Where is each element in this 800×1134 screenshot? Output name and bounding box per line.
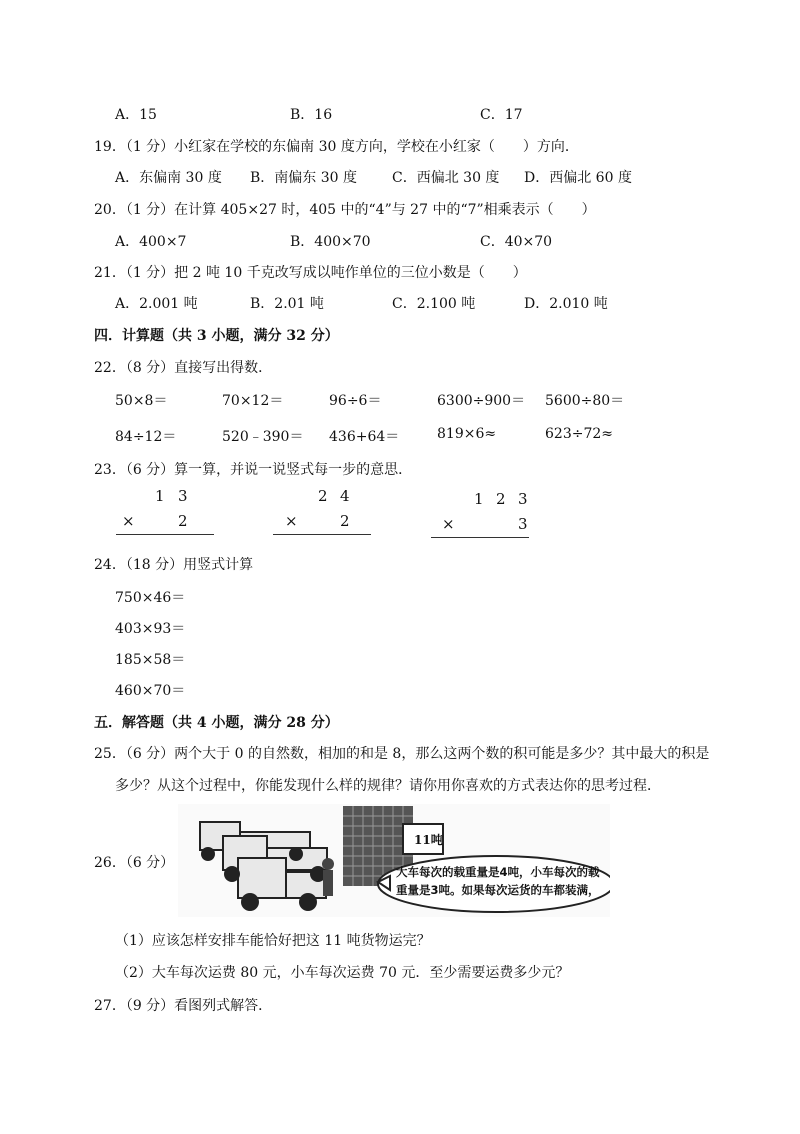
q19-option-c: C．西偏北 30 度 — [392, 170, 500, 186]
q22-item: 623÷72≈ — [545, 426, 613, 442]
q19-stem: 19．（1 分）小红家在学校的东偏南 30 度方向，学校在小红家（ ）方向． — [94, 139, 579, 155]
q18-option-a: A．15 — [115, 107, 157, 123]
digit: 4 — [340, 487, 350, 505]
digit: 2 — [178, 512, 188, 530]
digit: 1 — [155, 487, 165, 505]
digit: 1 — [474, 490, 484, 508]
cargo-sign: 11吨 — [414, 833, 443, 847]
multiply-sign: × — [442, 515, 455, 533]
q25-line-1: 25．（6 分）两个大于 0 的自然数，相加的和是 8，那么这两个数的积可能是多少？其中最大的积是 — [94, 746, 710, 762]
multiply-sign: × — [122, 512, 135, 530]
q22-stem: 22．（8 分）直接写出得数． — [94, 360, 273, 376]
q22-item: 520﹣390＝ — [222, 429, 304, 445]
q24-stem: 24．（18 分）用竖式计算 — [94, 557, 254, 573]
q22-item: 84÷12＝ — [115, 429, 177, 445]
truck-illustration-svg — [178, 804, 610, 917]
q22-item: 96÷6＝ — [329, 393, 382, 409]
q26-sub-2: （2）大车每次运费 80 元，小车每次运费 70 元．至少需要运费多少元？ — [115, 965, 570, 981]
digit: 3 — [518, 515, 528, 533]
q21-stem: 21．（1 分）把 2 吨 10 千克改写成以吨作单位的三位小数是（ ） — [94, 265, 527, 281]
truck-illustration — [178, 804, 610, 917]
q19-option-b: B．南偏东 30 度 — [250, 170, 358, 186]
q26-sub-1: （1）应该怎样安排车能恰好把这 11 吨货物运完？ — [115, 933, 431, 949]
q20-stem: 20．（1 分）在计算 405×27 时，405 中的“4”与 27 中的“7”相乘表示（ ） — [94, 202, 596, 218]
digit: 2 — [496, 490, 506, 508]
bubble-line-2: 重量是3吨。如果每次运货的车都装满， — [396, 883, 600, 897]
q22-item: 436+64＝ — [329, 429, 400, 445]
q21-option-d: D．2.010 吨 — [524, 296, 608, 312]
q24-item: 185×58＝ — [115, 652, 186, 668]
q23-stem: 23．（6 分）算一算，并说一说竖式每一步的意思． — [94, 462, 413, 478]
section-5-heading: 五．解答题（共 4 小题，满分 28 分） — [94, 715, 339, 731]
q22-item: 6300÷900＝ — [437, 393, 526, 409]
q18-option-b: B．16 — [290, 107, 333, 123]
section-4-heading: 四．计算题（共 3 小题，满分 32 分） — [94, 328, 339, 344]
bubble-line-1: 大车每次的载重量是4吨，小车每次的载 — [396, 865, 600, 879]
calc-line — [273, 534, 371, 535]
q22-item: 5600÷80＝ — [545, 393, 625, 409]
q24-item: 403×93＝ — [115, 621, 186, 637]
digit: 3 — [178, 487, 188, 505]
q25-line-2: 多少？从这个过程中，你能发现什么样的规律？请你用你喜欢的方式表达你的思考过程． — [115, 778, 661, 794]
digit: 2 — [318, 487, 328, 505]
q19-option-a: A．东偏南 30 度 — [115, 170, 222, 186]
q26-stem: 26．（6 分） — [94, 855, 175, 871]
digit: 2 — [340, 512, 350, 530]
calc-line — [431, 537, 529, 538]
q22-item: 50×8＝ — [115, 393, 168, 409]
digit: 3 — [518, 490, 528, 508]
q27-stem: 27．（9 分）看图列式解答． — [94, 998, 273, 1014]
q21-option-c: C．2.100 吨 — [392, 296, 476, 312]
calc-line — [116, 534, 214, 535]
q18-option-c: C．17 — [480, 107, 523, 123]
q20-option-a: A．400×7 — [115, 234, 187, 250]
q19-option-d: D．西偏北 60 度 — [524, 170, 632, 186]
q21-option-b: B．2.01 吨 — [250, 296, 324, 312]
q22-item: 70×12＝ — [222, 393, 284, 409]
q22-item: 819×6≈ — [437, 426, 497, 442]
q20-option-c: C．40×70 — [480, 234, 553, 250]
q20-option-b: B．400×70 — [290, 234, 371, 250]
q24-item: 750×46＝ — [115, 590, 186, 606]
multiply-sign: × — [285, 512, 298, 530]
q21-option-a: A．2.001 吨 — [115, 296, 198, 312]
q24-item: 460×70＝ — [115, 683, 186, 699]
